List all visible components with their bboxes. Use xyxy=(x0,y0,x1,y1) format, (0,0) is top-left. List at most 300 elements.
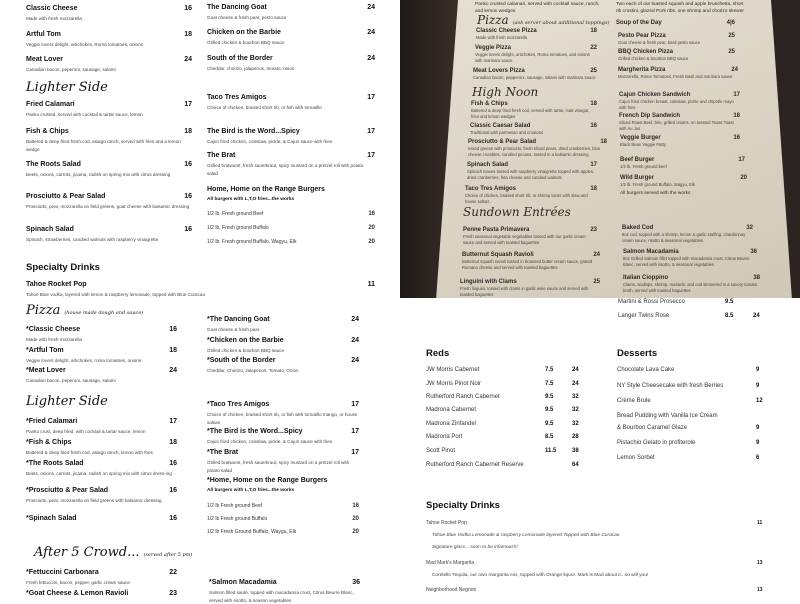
item-description: Tahoe Blue vodka, layered with lemon & raspberry lemonade, topped with Blue Curacao xyxy=(26,292,206,297)
item-description: Cajun fried chicken breast, coleslaw, pickle and chipotle mayo with fries xyxy=(619,99,734,111)
item-name: Penne Pasta Primavera xyxy=(463,227,530,233)
item-description: Veggie lovers delight, artichokes, roma tomatoes, onions xyxy=(26,358,142,363)
item-description: Cajun fried chicken, coleslaw, pickle, & Cajun sauce with fries xyxy=(207,439,333,444)
item-price: 18 xyxy=(169,439,177,446)
item-name: French Dip Sandwich xyxy=(619,113,681,119)
option-price: 16 xyxy=(368,211,375,217)
option-price: 20 xyxy=(368,239,375,245)
menu-item-option xyxy=(207,225,375,231)
menu-list-row xyxy=(426,407,600,413)
item-name: Meat Lover xyxy=(26,56,63,63)
section-heading xyxy=(26,80,108,95)
menu-item xyxy=(462,252,600,272)
item-name: Taco Tres Amigos xyxy=(207,94,267,101)
row-name: JW Morris Cabernet xyxy=(426,367,480,373)
item-description: 1/2 lb. Fresh ground beef xyxy=(620,164,667,169)
item-name: *Fettuccini Carbonara xyxy=(26,569,99,576)
item-description: Battered & deep fried fresh cod, served with tartar, malt vinegar, fries and lemon wedges xyxy=(471,108,590,120)
row-name: Martini & Rossi Prosecco xyxy=(618,299,686,305)
item-description: Traditional with parmesan and croutons xyxy=(470,130,544,135)
menu-item xyxy=(207,337,359,355)
item-description: Cheddar, Chorizo, Jalapenos, Tomato, Onion xyxy=(207,368,299,373)
price-bottle: 64 xyxy=(572,462,579,468)
menu-list-row xyxy=(426,434,600,440)
menu-item xyxy=(207,449,359,474)
item-price: 24 xyxy=(351,316,359,323)
menu-list-row xyxy=(617,455,760,461)
row-name: & Bourbon Caramel Glaze xyxy=(617,425,688,431)
menu-item xyxy=(207,357,359,375)
item-price: 25 xyxy=(728,49,735,55)
section-heading: Specialty Drinks xyxy=(26,262,100,273)
item-note: Corelello Tequila, our own margarita mix, topped with Orange liquor. Mark is Mad about it...so will you! xyxy=(432,573,649,578)
item-name: Prosciutto & Pear Salad xyxy=(26,193,106,200)
item-name: The Dancing Goat xyxy=(207,4,267,11)
item-description: Goat cheese & fresh pear, basil pesto sauce xyxy=(618,40,701,45)
item-name: Soup of the Day xyxy=(616,20,662,26)
menu-item xyxy=(473,68,597,81)
menu-list-row xyxy=(617,440,760,446)
section-title: Pizza xyxy=(26,303,61,318)
price-glass: 7.5 xyxy=(545,381,554,387)
menu-item xyxy=(207,316,359,334)
item-price: 17 xyxy=(738,157,745,163)
row-name: Madrona Zinfandel xyxy=(426,421,477,427)
item-price: 25 xyxy=(590,68,597,74)
menu-item xyxy=(26,569,177,587)
item-name: Pesto Pear Pizza xyxy=(618,33,666,39)
item-name: Taco Tres Amigos xyxy=(465,186,517,192)
item-price: 24 xyxy=(351,357,359,364)
menu-list-row xyxy=(426,560,763,566)
menu-item xyxy=(470,123,597,136)
item-name: *Goat Cheese & Lemon Ravioli xyxy=(26,590,129,597)
item-price: 18 xyxy=(184,128,192,135)
item-price: 24 xyxy=(367,4,375,11)
item-name: Wild Burger xyxy=(620,175,654,181)
item-price: 11 xyxy=(367,281,375,288)
item-description: Grilled chicken & bourbon BBQ sauce xyxy=(207,348,285,353)
menu-item xyxy=(207,128,375,146)
item-name: *Spinach Salad xyxy=(26,515,77,522)
menu-list-row xyxy=(426,587,763,593)
item-price: 18 xyxy=(590,186,597,192)
menu-item xyxy=(209,579,360,604)
row-name: Madrona Port xyxy=(426,434,463,440)
row-name: Rutherford Ranch Cabernet Reserve xyxy=(426,462,524,468)
item-description: Butternut squash ravioli tossed in browned butter cream sauce, grated Romano cheese and served with toasted baguettes xyxy=(462,259,593,271)
option-price: 20 xyxy=(352,516,359,522)
item-description: Beets, onions, carrots, jicama, radish on spring mix with citrus dress-ing xyxy=(26,471,172,476)
item-name: *Artful Tom xyxy=(26,347,64,354)
item-price: 16 xyxy=(169,487,177,494)
price-bottle: 32 xyxy=(572,394,579,400)
menu-list-row xyxy=(426,381,600,387)
item-name: *Prosciutto & Pear Salad xyxy=(26,487,109,494)
option-name: 1/2 lb. Fresh ground Beef xyxy=(207,211,264,217)
price-bottle: 24 xyxy=(572,381,579,387)
item-price: 16 xyxy=(169,460,177,467)
menu-list-row xyxy=(426,448,600,454)
item-description: Sliced Roast Beef, brie, grilled onions, on toasted Texas Toast with Au Jus xyxy=(619,120,734,132)
menu-item xyxy=(619,113,740,133)
section-title: Sundown Entrées xyxy=(463,205,571,219)
item-description: Veggie lovers delight, artichokes, Roma tomatoes, onions xyxy=(26,42,143,47)
item-description: Canadian bacon, peperoni, sausage, salami xyxy=(26,378,116,383)
menu-item xyxy=(207,55,375,73)
item-name: The Roots Salad xyxy=(26,161,81,168)
row-name: JW Morris Pinot Noir xyxy=(426,381,482,387)
menu-list-row xyxy=(617,383,760,389)
item-name: Tahoe Rocket Pop xyxy=(26,281,87,288)
item-note: Tahoe Blue Vodka Lemonade & raspberry Lemonade layered Topped with Blue Curacao xyxy=(432,533,620,538)
menu-item-option xyxy=(207,516,359,522)
item-description: Prosciutto, pear, mozzarella on field greens with balsamic dressing xyxy=(26,498,162,503)
item-price: 17 xyxy=(169,418,177,425)
item-description: 8oz Grilled Salmon fillet topped with macadamia crust, Citrus Beurre Blanc, served with risotto, & seasonal vegetables xyxy=(623,256,750,268)
section-heading xyxy=(463,205,571,219)
menu-item-option xyxy=(207,239,375,245)
menu-item xyxy=(26,101,192,119)
item-price: 24 xyxy=(367,55,375,62)
item-description: Made with fresh mozzarella xyxy=(476,35,527,40)
item-note: Two each of our toasted squash and apple bruschetta, short rib crostini, glazed Pork ribs, one shrimp and chorizo skewer xyxy=(616,2,744,15)
item-name: Prosciutto & Pear Salad xyxy=(468,139,537,145)
item-name: Meat Lovers Pizza xyxy=(473,68,525,74)
item-price: 20 xyxy=(740,175,747,181)
item-description: Black Bean Veggie Patty xyxy=(620,142,666,147)
item-name: Veggie Pizza xyxy=(475,45,512,51)
item-price: 17 xyxy=(590,162,597,168)
item-note: Signature glass....soon to be infamous!!! xyxy=(432,545,518,550)
item-price: 23 xyxy=(590,227,597,233)
item-name: Beef Burger xyxy=(620,157,655,163)
item-price: 24 xyxy=(184,56,192,63)
price-glass: 11.5 xyxy=(545,448,557,454)
item-price: 17 xyxy=(351,401,359,408)
section-heading xyxy=(477,13,609,27)
menu-item-option xyxy=(207,529,359,535)
item-description: Panko crust, deep fried, with cocktail & tartar sauce, lemon xyxy=(26,429,146,434)
menu-item xyxy=(476,28,597,41)
section-heading xyxy=(34,545,192,560)
menu-item xyxy=(616,20,735,26)
item-name: Cajun Chicken Sandwich xyxy=(619,92,691,98)
menu-item xyxy=(620,175,747,188)
item-description: Cheddar, chorizo, jalapenos, tomato, onion xyxy=(207,66,295,71)
row-name: NY Style Cheesecake with fresh Berries xyxy=(617,383,724,389)
row-name: Rutherford Ranch Cabernet xyxy=(426,394,500,400)
menu-list-row xyxy=(426,462,600,468)
price-bottle: 32 xyxy=(572,421,579,427)
price-glass: 9.5 xyxy=(545,394,554,400)
item-name: Baked Cod xyxy=(622,225,654,231)
item-description: Choice of chicken, braised short rib, or shrimp tacos with slaw and house salsas xyxy=(465,193,588,205)
item-price: 16 xyxy=(184,193,192,200)
item-note: Panko crusted calamari, served with cocktail sauce, ranch, and lemon wedges xyxy=(475,2,600,15)
item-name: Italian Cioppino xyxy=(623,275,668,281)
row-name: Chocolate Lava Cake xyxy=(617,367,675,373)
menu-photo xyxy=(400,0,800,300)
menu-item xyxy=(467,162,597,182)
item-description: Prosciutto, pear, mozzarella on field greens, goat cheese with balsamic dressing xyxy=(26,204,190,209)
section-title: Lighter Side xyxy=(26,80,108,95)
item-description: Battered & deep fried fresh cod, asiago ranch, served with fries and a lemon wedge xyxy=(26,139,181,152)
price-glass: 8.5 xyxy=(725,313,734,319)
item-description: Panko crusted, served with cocktail & tartar sauce, lemon xyxy=(26,112,143,117)
row-name: Madrona Cabernet xyxy=(426,407,477,413)
menu-item-option xyxy=(207,503,359,509)
option-name: 1/2 lb Fresh ground Buffalo xyxy=(207,516,268,522)
menu-item xyxy=(26,439,177,457)
item-name: *Chicken on the Barbie xyxy=(207,337,284,344)
item-price: 36 xyxy=(750,249,757,255)
item-description: 8oz cod, topped with a shrimp, lemon & garlic stuffing, chardonnay cream sauce, risotto & seasonal vegetables xyxy=(622,232,746,244)
item-name: Fish & Chips xyxy=(471,101,508,107)
item-name: Margherita Pizza xyxy=(618,67,666,73)
price-bottle: 12 xyxy=(756,398,763,404)
item-name: *The Roots Salad xyxy=(26,460,84,467)
option-name: 1/2 lb Fresh Ground Buffalo, Waygu, Elk xyxy=(207,529,297,535)
price-bottle: 24 xyxy=(572,367,579,373)
item-description: Choice of chicken, braised short rib, or fish with tomatillo mango, or house salsas xyxy=(207,412,358,425)
section-subtitle: (house made dough and sauce) xyxy=(64,310,144,316)
menu-page-dinner xyxy=(0,300,400,603)
row-name: Mad Mark's Margarita xyxy=(426,560,475,566)
item-price: 17 xyxy=(351,428,359,435)
item-subtitle: All burgers with L,T,O fries...the works xyxy=(207,197,295,202)
menu-list-row xyxy=(426,520,763,526)
item-name: *The Bird is the Word...Spicy xyxy=(207,428,303,435)
row-name: Crème Brule xyxy=(617,398,651,404)
item-price: 17 xyxy=(367,128,375,135)
menu-item xyxy=(26,281,375,299)
item-price: 17 xyxy=(184,101,192,108)
item-price: 17 xyxy=(367,152,375,159)
item-price: 17 xyxy=(367,94,375,101)
item-name: Butternut Squash Ravioli xyxy=(462,252,534,258)
item-price: 17 xyxy=(351,449,359,456)
item-description: Fresh linguini, tossed with clams in garlic wine sauce and served with toasted baguettes xyxy=(460,286,589,298)
item-name: Spinach Salad xyxy=(467,162,509,168)
item-price: 25 xyxy=(728,33,735,39)
item-description: Grilled chicken & bourbon BBQ sauce xyxy=(207,40,285,45)
item-price: 16 xyxy=(184,161,192,168)
menu-list-row xyxy=(426,394,600,400)
item-price: 16 xyxy=(169,326,177,333)
menu-item xyxy=(26,161,192,179)
item-price: 22 xyxy=(590,45,597,51)
menu-item xyxy=(26,128,192,153)
option-name: 1/2 lb. Fresh ground Buffalo xyxy=(207,225,269,231)
menu-item xyxy=(207,186,375,202)
price-bottle: 9 xyxy=(756,425,760,431)
item-description: Goat cheese & fresh pear, pesto sauce xyxy=(207,15,287,20)
menu-list-row xyxy=(617,367,760,373)
menu-list-row xyxy=(618,313,760,319)
item-price: 22 xyxy=(169,569,177,576)
item-description: Grilled bratwurst, fresh sauerkraut, spicy mustard on a pretzel roll with potato salad xyxy=(207,460,350,473)
price-glass: 9.5 xyxy=(545,421,554,427)
menu-list-row xyxy=(426,367,600,373)
item-description: Canadian bacon, peperoni, sausage, salami xyxy=(26,67,116,72)
item-name: Home, Home on the Range Burgers xyxy=(207,186,325,193)
item-price: 18 xyxy=(590,101,597,107)
menu-item xyxy=(207,94,375,112)
item-name: Salmon Macadamia xyxy=(623,249,679,255)
item-note: All burgers served with the works xyxy=(620,191,691,196)
item-description: Battered & deep fried fresh cod, asiago ranch, lemon with fries xyxy=(26,450,153,455)
price-bottle: 13 xyxy=(757,587,763,593)
item-price: 4|6 xyxy=(726,20,735,26)
item-description: Veggie lovers delight, artichokes, Roma tomatoes, and onions with marinara sauce xyxy=(475,52,590,64)
menu-item xyxy=(207,401,359,426)
item-name: *South of the Border xyxy=(207,357,276,364)
item-price: 16 xyxy=(590,123,597,129)
item-price: 24 xyxy=(731,67,738,73)
item-description: mixed greens with prosciutto, fresh sliced pears, dried cranberries, blue cheese crumbles, candied pecans, tossed in a balsamic dressing xyxy=(468,146,601,158)
menu-item xyxy=(26,460,177,478)
menu-item xyxy=(463,227,597,247)
item-price: 18 xyxy=(184,31,192,38)
item-name: *Fish & Chips xyxy=(26,439,72,446)
item-name: South of the Border xyxy=(207,55,273,62)
menu-item xyxy=(26,347,177,365)
price-bottle: 32 xyxy=(572,407,579,413)
menu-item xyxy=(623,275,760,295)
item-price: 18 xyxy=(600,139,607,145)
row-name: Neighborhood Negroni xyxy=(426,587,477,593)
item-name: Classic Cheese Pizza xyxy=(476,28,537,34)
item-description: Made with fresh mozzarella xyxy=(26,337,82,342)
item-name: Fish & Chips xyxy=(26,128,69,135)
price-bottle: 6 xyxy=(756,455,760,461)
item-description: Canadian bacon, pepperoni, sausage, salami with marinara sauce xyxy=(473,75,596,80)
section-title: High Noon xyxy=(472,85,539,99)
section-heading xyxy=(26,394,108,409)
item-description: 1/2 lb. Fresh ground Buffalo, Wagyu, Elk xyxy=(620,182,695,187)
item-name: *Salmon Macadamia xyxy=(209,579,277,586)
price-glass: 9.5 xyxy=(545,407,554,413)
menu-item xyxy=(26,31,192,49)
item-name: Artful Tom xyxy=(26,31,61,38)
row-name: Bread Pudding with Vanilla Ice Cream xyxy=(617,413,718,419)
item-price: 25 xyxy=(593,279,600,285)
menu-item xyxy=(26,418,177,436)
menu-item xyxy=(460,279,600,299)
section-heading xyxy=(26,303,143,318)
menu-item xyxy=(623,249,757,269)
item-name: Classic Caesar Salad xyxy=(470,123,531,129)
row-name: Lemon Sorbet xyxy=(617,455,655,461)
item-price: 24 xyxy=(593,252,600,258)
price-bottle: 13 xyxy=(757,560,763,566)
menu-item xyxy=(475,45,597,65)
menu-item xyxy=(26,326,177,344)
option-price: 20 xyxy=(352,529,359,535)
menu-item xyxy=(26,5,192,23)
menu-item-option xyxy=(207,211,375,217)
price-bottle: 24 xyxy=(753,313,760,319)
price-bottle: 9 xyxy=(756,367,760,373)
item-price: 24 xyxy=(351,337,359,344)
menu-item xyxy=(26,487,177,505)
menu-item xyxy=(207,4,375,22)
menu-item xyxy=(465,186,597,206)
menu-item xyxy=(620,157,745,170)
item-name: *Home, Home on the Range Burgers xyxy=(207,477,328,484)
price-bottle: 38 xyxy=(572,448,579,454)
item-description: Beets, onions, carrots, jicama, radish on spring mix with citrus dressing xyxy=(26,172,171,177)
menu-item xyxy=(26,367,177,385)
item-price: 24 xyxy=(169,367,177,374)
item-price: 32 xyxy=(746,225,753,231)
item-name: Classic Cheese xyxy=(26,5,78,12)
section-title: Lighter Side xyxy=(26,394,108,409)
price-glass: 9.5 xyxy=(725,299,734,305)
option-price: 20 xyxy=(368,225,375,231)
menu-item xyxy=(468,139,607,159)
item-description: Spinach, strawberries, candied walnuts with raspberry vinaigrette xyxy=(26,237,159,242)
menu-item xyxy=(620,135,740,148)
item-description: Grilled bratwurst, fresh sauerkraut, spicy mustard on a pretzel roll with potato salad xyxy=(207,163,364,176)
menu-item xyxy=(207,152,375,177)
item-subtitle: All burgers with L,T,O fries...the works xyxy=(207,488,295,493)
row-name: Langer Twins Rose xyxy=(618,313,670,319)
menu-item xyxy=(618,49,735,62)
item-name: Veggie Burger xyxy=(620,135,661,141)
item-price: 17 xyxy=(733,92,740,98)
item-description: Made with fresh mozzarella xyxy=(26,16,82,21)
item-name: Linguini with Clams xyxy=(460,279,517,285)
item-price: 16 xyxy=(184,5,192,12)
menu-list-row xyxy=(617,425,760,431)
menu-item xyxy=(26,515,177,522)
menu-item xyxy=(618,67,738,80)
section-subtitle: (ask server about additional toppings) xyxy=(512,20,610,26)
item-name: *Classic Cheese xyxy=(26,326,81,333)
item-name: *The Dancing Goat xyxy=(207,316,270,323)
item-description: Clams, scallops, shrimp, mussels, and cod simmered in a savory tomato broth, served with toasted baguettes xyxy=(623,282,758,294)
price-bottle: 11 xyxy=(757,520,763,526)
option-name: 1/2 lb Fresh ground Beef xyxy=(207,503,263,509)
item-name: The Brat xyxy=(207,152,236,159)
item-description: Fresh seasonal vegetable vegetables tossed with our garlic cream sauce and served with toasted baguettes xyxy=(463,234,586,246)
section-title: Pizza xyxy=(477,13,509,27)
section-heading xyxy=(472,85,538,99)
item-description: Cajun fried chicken, coleslaw, pickle, & Cajun sauce with fries xyxy=(207,139,333,144)
section-subtitle: (served after 5 pm) xyxy=(143,552,193,558)
item-description: Fresh fettuccini, bacon, pepper, garlic cream sauce xyxy=(26,580,130,585)
item-price: 38 xyxy=(753,275,760,281)
menu-item xyxy=(26,56,192,74)
menu-item xyxy=(618,33,735,46)
item-price: 16 xyxy=(169,515,177,522)
item-price: 16 xyxy=(733,135,740,141)
menu-item xyxy=(26,193,192,211)
item-description: Spinach leaves tossed with raspberry vinaigrette topped with apples, dried cranberries, feta cheese and candied walnuts xyxy=(467,169,595,181)
menu-item xyxy=(26,226,192,244)
price-glass: 7.5 xyxy=(545,367,554,373)
menu-item xyxy=(471,101,597,121)
price-bottle: 28 xyxy=(572,434,579,440)
section-heading: Desserts xyxy=(617,348,658,359)
item-description: Salmon filled sauté, topped with macadamia crust, Citrus Beurre Blanc, served with risotto, & season vegetables xyxy=(209,590,354,603)
item-price: 18 xyxy=(733,113,740,119)
menu-item xyxy=(622,225,753,245)
item-name: Fried Calamari xyxy=(26,101,75,108)
price-glass: 8.5 xyxy=(545,434,554,440)
